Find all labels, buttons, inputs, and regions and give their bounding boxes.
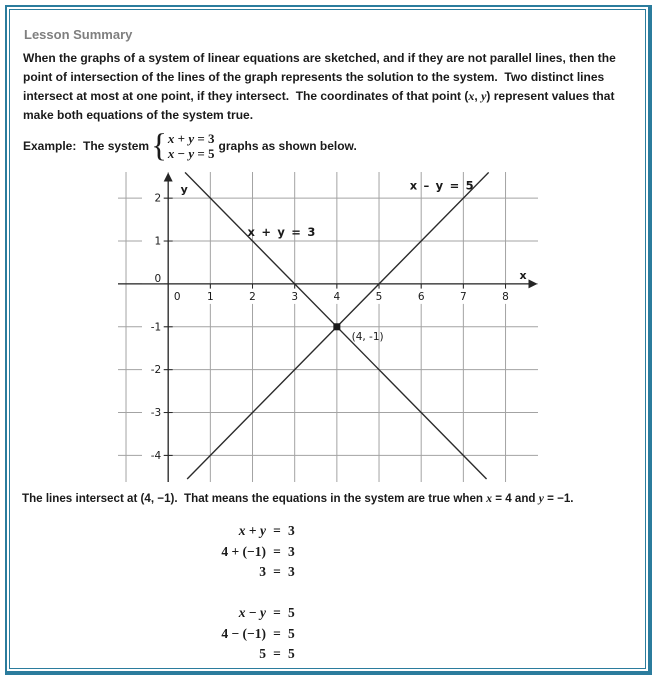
equation-rhs: 3 <box>288 564 295 579</box>
x-tick-label: 1 <box>207 290 214 303</box>
x-tick-label: 7 <box>460 290 467 303</box>
equation-lhs: 4 − (−1) <box>221 625 266 641</box>
equation-lhs: 4 + (−1) <box>221 543 266 559</box>
x-tick-label: 2 <box>249 290 256 303</box>
equals-sign: = <box>273 543 281 559</box>
equation-rhs: 3 <box>288 523 295 538</box>
coordinate-graph <box>118 172 538 482</box>
equation-row <box>24 603 464 624</box>
x-tick-label: 5 <box>375 290 383 303</box>
equation-lhs: x − y <box>238 605 266 620</box>
x-axis-label: x <box>519 268 527 282</box>
example-suffix: graphs as shown below. <box>218 139 357 153</box>
equation-lhs: 5 <box>259 646 266 661</box>
intersection-point-label: (4, -1) <box>351 331 384 344</box>
intro-paragraph: When the graphs of a system of linear equations are sketched, and if they are not parallel lines, then the point of intersection of the lines of the graph represents the solution to the system. Two distinct lines intersect at most at one point, if they intersect. The coordinates of that point (x, y) represent values that make both equations of the system true. <box>23 51 620 122</box>
equation-rhs: 5 <box>288 625 295 641</box>
y-axis-arrow-icon <box>164 173 173 182</box>
equals-sign: = <box>273 564 281 579</box>
x-tick-label: 8 <box>502 290 509 303</box>
x-axis-arrow-icon <box>529 279 538 288</box>
y-axis-label: y <box>180 183 188 196</box>
system-equation-2: x − y = 5 <box>167 146 215 161</box>
equals-sign: = <box>273 605 281 620</box>
y-tick-label: -2 <box>150 364 162 377</box>
intersection-point <box>333 323 340 330</box>
equation-check-block-2 <box>24 603 464 665</box>
equation-lhs: x + y <box>238 523 266 538</box>
equation-system <box>168 131 215 161</box>
equation-row <box>24 521 464 542</box>
graph-svg <box>118 172 538 482</box>
y-tick-label: 1 <box>154 235 162 248</box>
x-tick-label: 0 <box>173 290 181 303</box>
conclusion-paragraph: The lines intersect at (4, −1). That means the equations in the system are true when x = 4 and y = −1. <box>22 492 574 505</box>
example-line <box>23 129 357 163</box>
equals-sign: = <box>273 625 281 641</box>
equals-sign: = <box>273 646 281 661</box>
line-equation-label: x – y = 5 <box>409 178 475 193</box>
equation-check-block-1 <box>24 521 464 583</box>
system-brace: { <box>151 128 167 164</box>
y-tick-label: 2 <box>154 192 162 205</box>
system-equation-1: x + y = 3 <box>167 131 215 146</box>
y-tick-label: -4 <box>150 449 162 462</box>
equation-row <box>24 562 464 583</box>
x-tick-label: 4 <box>333 290 341 303</box>
y-tick-label: 0 <box>154 272 162 285</box>
equation-rhs: 5 <box>288 646 295 661</box>
equation-rhs: 3 <box>288 543 295 559</box>
line-equation-label: x + y = 3 <box>247 224 317 239</box>
equation-row <box>24 624 464 645</box>
equation-rhs: 5 <box>288 605 295 620</box>
x-tick-label: 6 <box>417 290 425 303</box>
equation-row <box>24 644 464 665</box>
example-prefix: Example: The system <box>23 139 150 153</box>
equation-lhs: 3 <box>259 564 266 579</box>
y-tick-label: -1 <box>150 321 162 334</box>
equation-row <box>24 542 464 563</box>
page-title: Lesson Summary <box>24 27 133 42</box>
equals-sign: = <box>273 523 281 538</box>
y-tick-label: -3 <box>150 407 162 420</box>
x-tick-label: 3 <box>291 290 299 303</box>
